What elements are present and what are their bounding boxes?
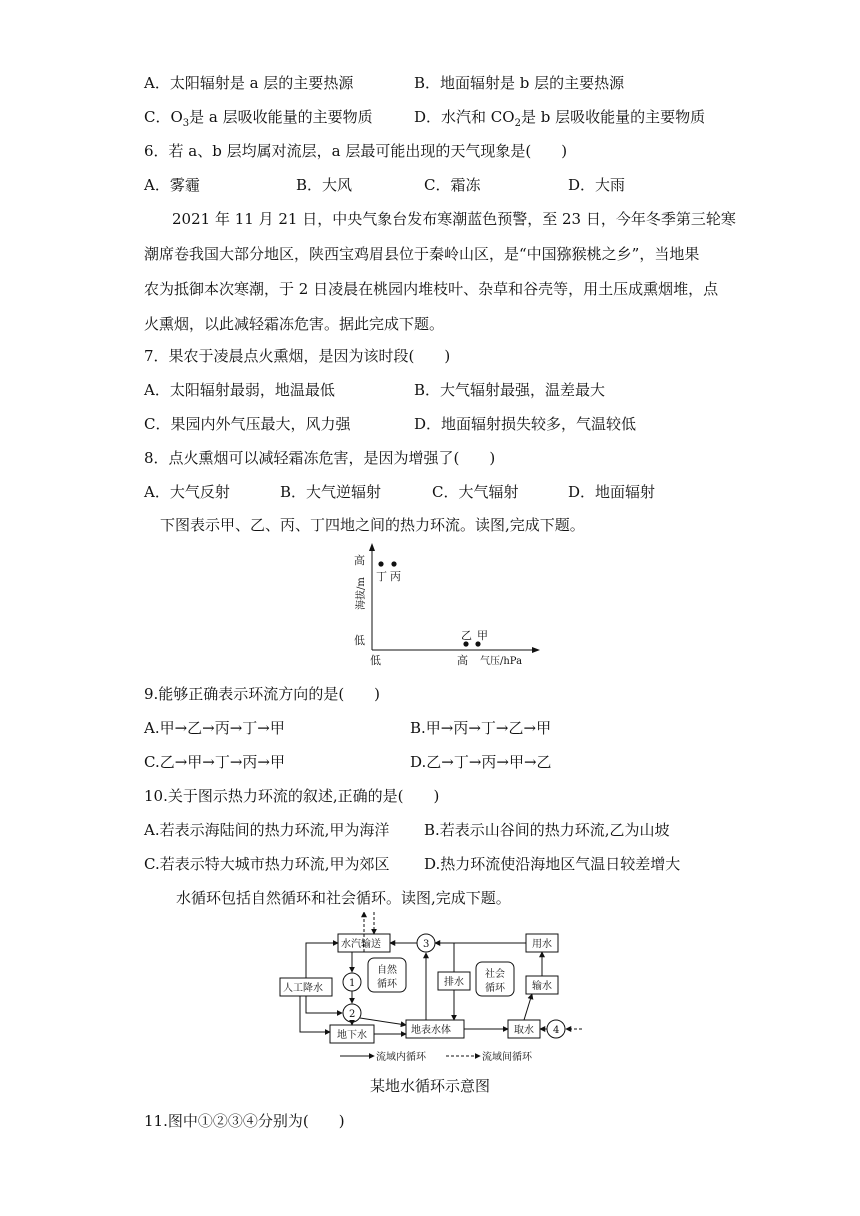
- point-ding: [378, 561, 383, 566]
- q6-option-c: C．霜冻: [424, 176, 481, 194]
- y-axis-high: 高: [354, 554, 365, 567]
- q5-option-a: A．太阳辐射是 a 层的主要热源: [144, 74, 354, 92]
- water-supply-label: 输水: [532, 981, 552, 992]
- passage1-line4: 火熏烟，以此减轻霜冻危害。据此完成下题。: [144, 315, 445, 333]
- q5-option-c: C．$O_3$是 a 层吸收能量的主要物质: [144, 108, 373, 129]
- water-intake-label: 取水: [514, 1025, 534, 1036]
- circle-4-label: 4: [553, 1025, 560, 1036]
- x-axis-low: 低: [370, 654, 381, 667]
- vapor-transport-label: 水汽输送: [341, 939, 381, 950]
- q9-option-c: C.乙→甲→丁→丙→甲: [144, 753, 285, 771]
- point-jia: [475, 641, 480, 646]
- x-axis-label: 气压/hPa: [480, 656, 523, 667]
- q7-option-c: C．果园内外气压最大，风力强: [144, 415, 351, 433]
- circle-1-label: 1: [349, 978, 356, 989]
- passage3: 水循环包括自然循环和社会循环。读图,完成下题。: [176, 889, 511, 907]
- flow-lines: [300, 912, 582, 1034]
- y-axis-label: 海拔/m: [356, 577, 367, 610]
- social-cycle-label-2: 循环: [485, 983, 505, 994]
- groundwater-label: 地下水: [337, 1030, 367, 1041]
- q10-option-c: C.若表示特大城市热力环流,甲为郊区: [144, 855, 390, 873]
- q7-stem: 7．果农于凌晨点火熏烟，是因为该时段( ): [144, 347, 451, 365]
- q10-option-d: D.热力环流使沿海地区气温日较差增大: [424, 855, 681, 873]
- circle-3-label: 3: [423, 939, 430, 950]
- q8-option-b: B．大气逆辐射: [280, 483, 382, 501]
- label-ding: 丁: [376, 570, 387, 583]
- q10-stem: 10.关于图示热力环流的叙述,正确的是( ): [144, 787, 440, 805]
- water-use-label: 用水: [532, 939, 552, 950]
- drainage-label: 排水: [444, 977, 464, 988]
- q5-option-b: B．地面辐射是 b 层的主要热源: [414, 74, 625, 92]
- q5-option-d: D．水汽和 $CO_2$是 b 层吸收能量的主要物质: [414, 108, 706, 129]
- q11-stem: 11.图中①②③④分别为( ): [144, 1112, 345, 1130]
- q9-option-d: D.乙→丁→丙→甲→乙: [410, 753, 552, 771]
- point-yi: [463, 641, 468, 646]
- q9-option-a: A.甲→乙→丙→丁→甲: [144, 719, 285, 737]
- natural-cycle-label-2: 循环: [377, 979, 397, 990]
- passage1-line2: 潮席卷我国大部分地区，陕西宝鸡眉县位于秦岭山区，是“中国猕猴桃之乡”，当地果: [144, 245, 700, 263]
- q10-option-b: B.若表示山谷间的热力环流,乙为山坡: [424, 821, 670, 839]
- artificial-rain-label: 人工降水: [283, 983, 323, 994]
- passage1-line1: 2021 年 11 月 21 日，中央气象台发布寒潮蓝色预警，至 23 日，今年冬季第三轮寒: [172, 210, 736, 228]
- legend-inner-label: 流域内循环: [376, 1052, 426, 1063]
- q6-stem: 6．若 a、b 层均属对流层，a 层最可能出现的天气现象是( ): [144, 142, 568, 160]
- passage1-line3: 农为抵御本次寒潮，于 2 日凌晨在桃园内堆枝叶、杂草和谷壳等，用土压成熏烟堆，点: [144, 280, 719, 298]
- surface-water-label: 地表水体: [411, 1025, 451, 1036]
- point-bing: [391, 561, 396, 566]
- circle-2-label: 2: [349, 1009, 356, 1020]
- figure-caption: 某地水循环示意图: [370, 1077, 491, 1095]
- q6-option-a: A．雾霾: [144, 176, 200, 194]
- q9-option-b: B.甲→丙→丁→乙→甲: [410, 719, 552, 737]
- natural-cycle-label-1: 自然: [377, 965, 397, 976]
- label-bing: 丙: [390, 570, 401, 583]
- q8-option-d: D．地面辐射: [568, 483, 656, 501]
- q6-option-d: D．大雨: [568, 176, 626, 194]
- q6-option-b: B．大风: [296, 176, 353, 194]
- label-yi: 乙: [461, 629, 472, 642]
- label-jia: 甲: [477, 629, 488, 642]
- passage2: 下图表示甲、乙、丙、丁四地之间的热力环流。读图,完成下题。: [160, 516, 585, 534]
- x-axis-high: 高: [457, 654, 468, 667]
- water-cycle-diagram: [270, 912, 600, 1072]
- q7-option-a: A．太阳辐射最弱，地温最低: [144, 381, 335, 399]
- legend-outer-label: 流域间循环: [482, 1052, 532, 1063]
- q7-option-d: D．地面辐射损失较多，气温较低: [414, 415, 637, 433]
- q8-option-c: C．大气辐射: [432, 483, 519, 501]
- q10-option-a: A.若表示海陆间的热力环流,甲为海洋: [144, 821, 390, 839]
- q8-option-a: A．大气反射: [144, 483, 230, 501]
- y-axis-low: 低: [354, 634, 365, 647]
- thermal-circulation-figure: [330, 540, 550, 670]
- q7-option-b: B．大气辐射最强，温差最大: [414, 381, 606, 399]
- q8-stem: 8．点火熏烟可以减轻霜冻危害，是因为增强了( ): [144, 449, 496, 467]
- q9-stem: 9.能够正确表示环流方向的是( ): [144, 685, 381, 703]
- social-cycle-label-1: 社会: [485, 969, 505, 980]
